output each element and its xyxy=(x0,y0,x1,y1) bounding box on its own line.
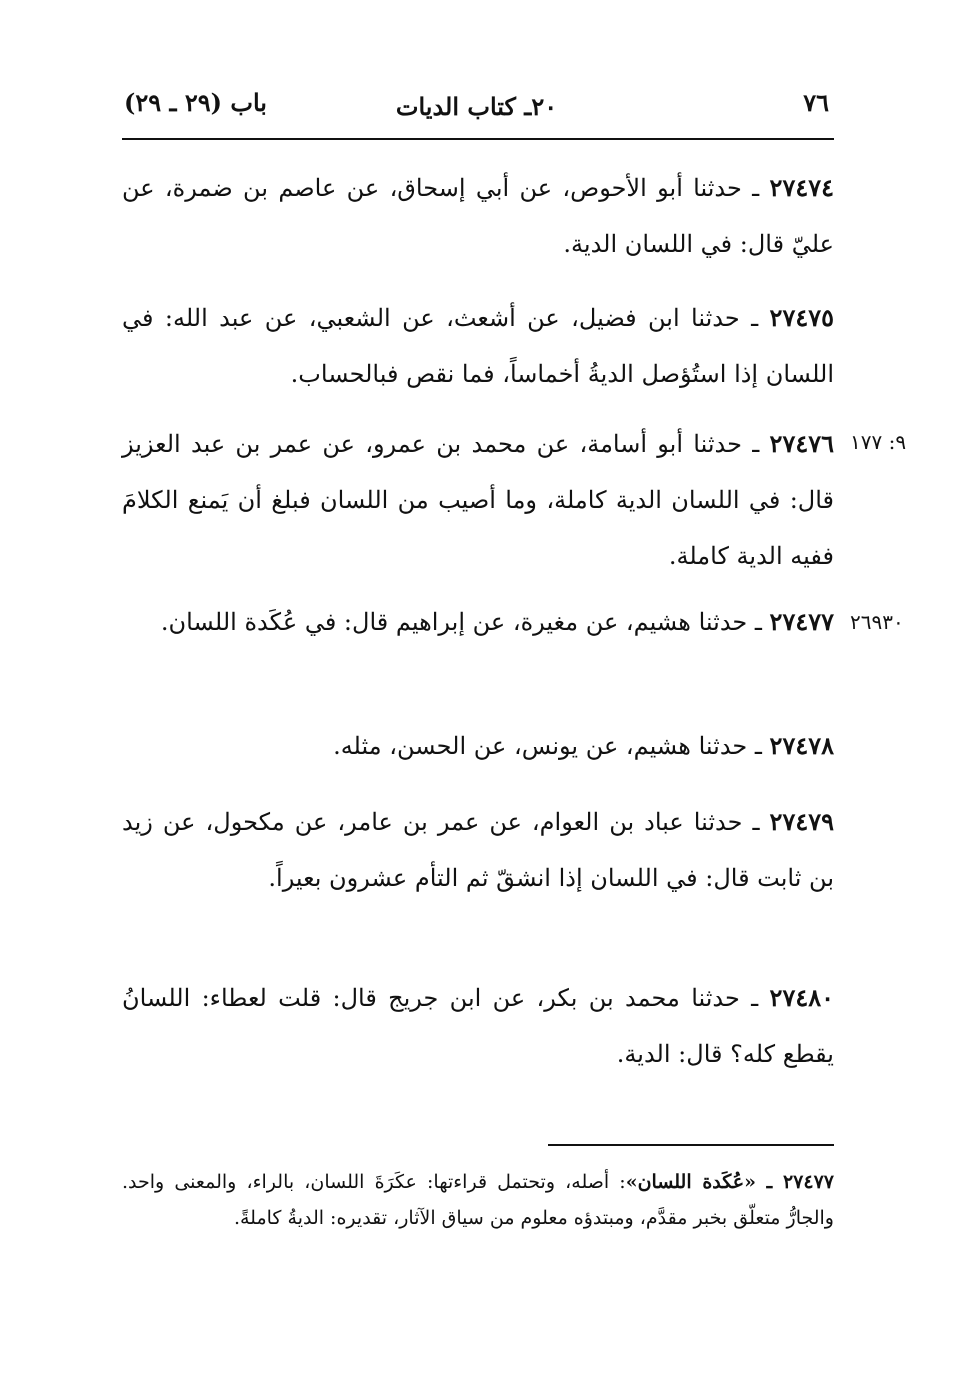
hadith-text: ـ حدثنا أبو الأحوص، عن أبي إسحاق، عن عاصم بن ضمرة، عن عليّ قال: في اللسان الدية. xyxy=(122,174,834,258)
hadith-number: ٢٧٤٧٧ xyxy=(769,607,834,636)
footnote-number: ٢٧٤٧٧ xyxy=(782,1171,834,1193)
margin-reference: ٢٦٩٣٠ xyxy=(850,610,904,634)
hadith-number: ٢٧٤٧٥ xyxy=(769,303,834,332)
hadith-27480 xyxy=(122,970,834,1082)
margin-reference: ٩: ١٧٧ xyxy=(850,430,907,454)
hadith-text: ـ حدثنا محمد بن بكر، عن ابن جريج قال: قلت لعطاء: اللسانُ يقطع كله؟ قال: الدية. xyxy=(122,984,834,1068)
hadith-27478 xyxy=(122,718,834,774)
hadith-number: ٢٧٤٧٩ xyxy=(769,807,834,836)
hadith-number: ٢٧٤٧٤ xyxy=(769,173,834,202)
hadith-text: ـ حدثنا عباد بن العوام، عن عمر بن عامر، عن مكحول، عن زيد بن ثابت قال: في اللسان إذا انشقّ ثم التأم عشرون بعيراً. xyxy=(122,808,834,892)
hadith-27474 xyxy=(122,160,834,272)
footnote-rule xyxy=(548,1144,834,1146)
hadith-text: ـ حدثنا هشيم، عن مغيرة، عن إبراهيم قال: في عُكَدة اللسان. xyxy=(160,608,770,636)
hadith-27477 xyxy=(122,594,834,650)
page-number: ٧٦ xyxy=(803,88,829,117)
hadith-number: ٢٧٤٨٠ xyxy=(769,983,834,1012)
header-rule xyxy=(122,138,834,140)
hadith-27479 xyxy=(122,794,834,906)
footnote xyxy=(122,1164,834,1236)
hadith-number: ٢٧٤٧٦ xyxy=(769,429,834,458)
hadith-text: ـ حدثنا هشيم، عن يونس، عن الحسن، مثله. xyxy=(333,732,770,760)
hadith-text: ـ حدثنا أبو أسامة، عن محمد بن عمرو، عن عمر بن عبد العزيز قال: في اللسان الدية كاملة، وما أصيب من اللسان فبلغ أن يَمنع الكلامَ ففيه الدية كاملة. xyxy=(122,430,834,570)
footnote-text: : أصله، وتحتمل قراءتها: عكَرَةَ اللسان، بالراء، والمعنى واحد. والجارُّ متعلّق بخبر مقدَّم، ومبتدؤه معلوم من سياق الآثار، تقديره: الديةُ كاملةً. xyxy=(122,1171,834,1229)
book-title: ٢٠ـ كتاب الديات xyxy=(395,92,558,121)
chapter-heading: باب (٢٩ ـ ٢٩) xyxy=(124,88,267,117)
hadith-text: ـ حدثنا ابن فضيل، عن أشعث، عن الشعبي، عن عبد الله: في اللسان إذا استُؤصل الديةُ أخماساً، فما نقص فبالحساب. xyxy=(122,304,834,388)
hadith-27476 xyxy=(122,416,834,584)
hadith-number: ٢٧٤٧٨ xyxy=(769,731,834,760)
hadith-27475 xyxy=(122,290,834,402)
footnote-quote: ـ «عُكَدة اللسان» xyxy=(625,1171,783,1193)
